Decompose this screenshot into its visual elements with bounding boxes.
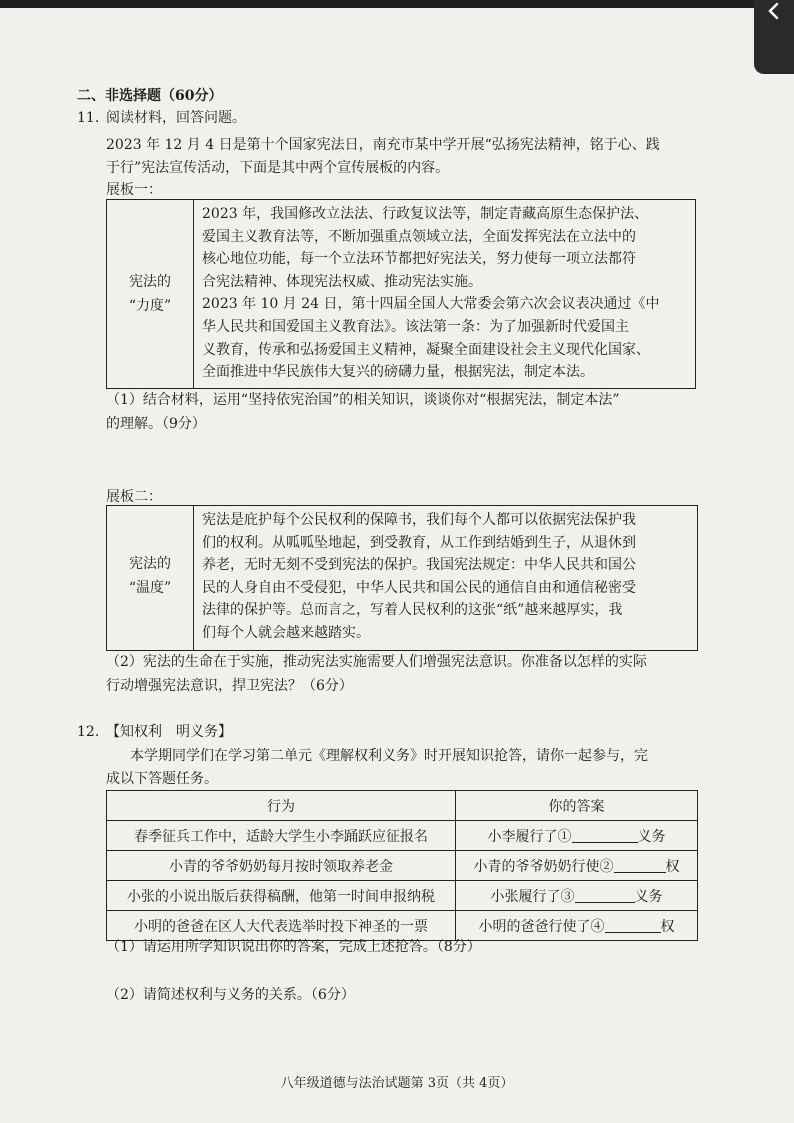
table-row [107,911,698,941]
board1-side-label: 宪法的 “力度” [128,274,172,314]
section-title: 二、非选择题（60分） [77,88,223,104]
q12-sub1: （1）请运用所学知识说出你的答案，完成上述抢答。（8分） [106,939,481,955]
table-row [107,881,698,911]
action-cell: 春季征兵工作中，适龄大学生小李踊跃应征报名 [107,821,456,851]
q12-title: 【知权利 明义务】 [106,724,232,740]
q11-sub2-line: 行动增强宪法意识，捍卫宪法？（6分） [106,678,353,694]
table-header-row [107,791,698,821]
q11-number: 11. [77,110,100,126]
q11-intro-line: 于行”宪法宣传活动，下面是其中两个宣传展板的内容。 [106,160,450,176]
table-header: 你的答案 [456,791,698,821]
board2-side-label: 宪法的 “温度” [128,556,172,596]
q11-sub2-line: （2）宪法的生命在于实施，推动宪法实施需要人们增强宪法意识。你准备以怎样的实际 [106,654,647,670]
q11-sub1-line: （1）结合材料，运用“坚持依宪治国”的相关知识，谈谈你对“根据宪法，制定本法” [106,392,620,408]
answer-cell: 小李履行了① 义务 [456,821,698,851]
board1-title: 展板一： [106,182,162,198]
answer-cell: 小张履行了③ 义务 [456,881,698,911]
q12-intro-line: 成以下答题任务。 [106,771,218,787]
page-footer: 八年级道德与法治试题第 3页（共 4页） [280,1076,514,1091]
q11-sub1-line: 的理解。（9分） [106,416,206,432]
table-row [107,821,698,851]
top-status-bar [0,0,794,8]
answer-blank[interactable] [575,888,635,903]
answer-blank[interactable] [572,828,638,843]
board2-text: 宪法是庇护每个公民权利的保障书，我们每个人都可以依据宪法保护我 们的权利。从呱呱坠地起，到受教育，从工作到结婚到生子，从退休到 养老，无时无刻不受到宪法的保护。我国宪法规定：中华人民共和国公 民的人身自由不受侵犯，中华人民共和国公民的通信自由和通信秘密受 法律的保护等。总而言之，写着人民权利的这张“纸”越来越厚实，我 们每个人就会越来越踏实。 [202,512,636,641]
q12-number: 12. [77,724,100,740]
answer-cell: 小明的爸爸行使了④ 权 [456,911,698,941]
board2-title: 展板二： [106,489,162,505]
answer-table [106,790,698,941]
board1-box [106,199,696,389]
answer-blank[interactable] [614,858,666,873]
q12-sub2: （2）请简述权利与义务的关系。（6分） [106,987,355,1003]
board2-box [106,505,698,651]
chevron-left-icon [764,2,784,22]
table-row [107,851,698,881]
action-cell: 小青的爷爷奶奶每月按时领取养老金 [107,851,456,881]
q12-intro-line: 本学期同学们在学习第二单元《理解权利义务》时开展知识抢答，请你一起参与，完 [130,748,648,764]
action-cell: 小张的小说出版后获得稿酬，他第一时间申报纳税 [107,881,456,911]
board1-text: 2023 年，我国修改立法法、行政复议法等，制定青藏高原生态保护法、 爱国主义教育法等，不断加强重点领域立法，全面发挥宪法在立法中的 核心地位功能，每一个立法环节都把好宪法关，努力使每一项立法都符 合宪法精神、体现宪法权威、推动宪法实施。 2023 年 10 月 24 日，第十四届全国人大常委会第六次会议表决通过《中 华人民共和国爱国主义教育法》。该法第一条：为了加强新时代爱国主 义教育，传承和弘扬爱国主义精神，凝聚全面建设社会主义现代化国家、 全面推进中华民族伟大复兴的磅礴力量，根据宪法，制定本法。 [202,206,660,381]
q11-prompt: 阅读材料，回答问题。 [106,110,246,126]
back-button[interactable] [754,0,794,74]
action-cell: 小明的爸爸在区人大代表选举时投下神圣的一票 [107,911,456,941]
q11-intro-line: 2023 年 12 月 4 日是第十个国家宪法日，南充市某中学开展“弘扬宪法精神，铭于心、践 [106,137,660,153]
answer-blank[interactable] [605,918,661,933]
table-header: 行为 [107,791,456,821]
answer-cell: 小青的爷爷奶奶行使② 权 [456,851,698,881]
